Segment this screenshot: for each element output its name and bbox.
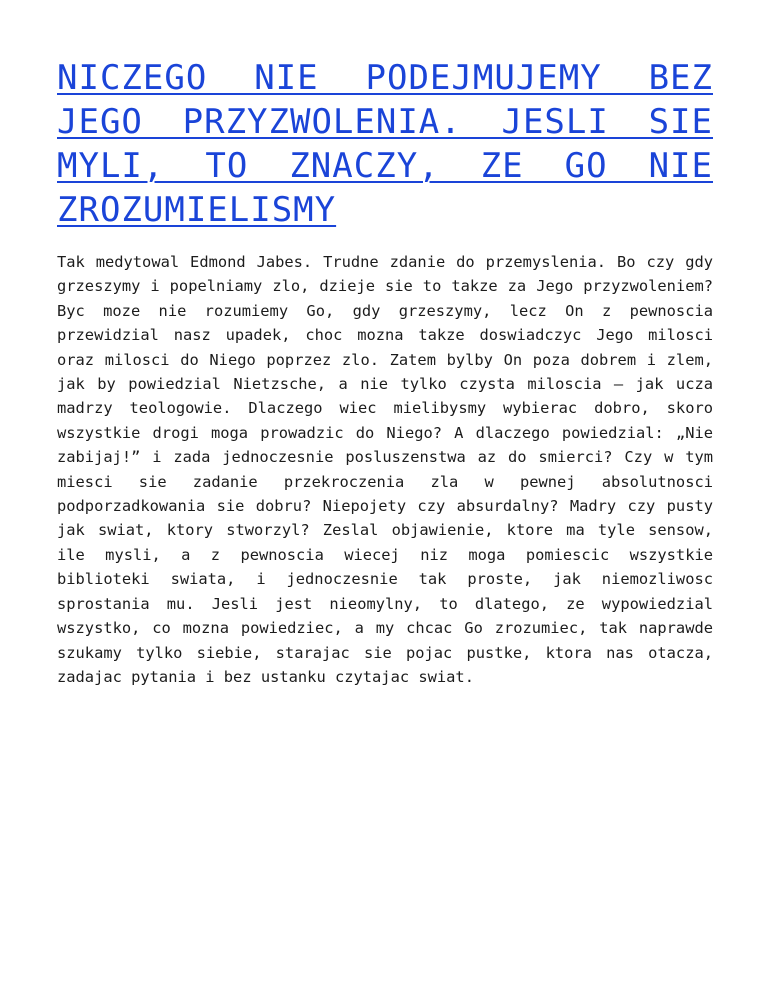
article-title [57,56,713,232]
article-body: Tak medytowal Edmond Jabes. Trudne zdanie do przemyslenia. Bo czy gdy grzeszymy i popelniamy zlo, dzieje sie to takze za Jego przyzwoleniem? Byc moze nie rozumiemy Go, gdy grzeszymy, lecz On z pewnoscia przewidzial nasz upadek, choc mozna takze doswiadczyc Jego milosci oraz milosci do Niego poprzez zlo. Zatem bylby On poza dobrem i zlem, jak by powiedzial Nietzsche, a nie tylko czysta miloscia – jak ucza madrzy teologowie. Dlaczego wiec mielibysmy wybierac dobro, skoro wszystkie drogi moga prowadzic do Niego? A dlaczego powiedzial: „Nie zabijaj!” i zada jednoczesnie posluszenstwa az do smierci? Czy w tym miesci sie zadanie przekroczenia zla w pewnej absolutnosci podporzadkowania sie dobru? Niepojety czy absurdalny? Madry czy pusty jak swiat, ktory stworzyl? Zeslal objawienie, ktore ma tyle sensow, ile mysli, a z pewnoscia wiecej niz moga pomiescic wszystkie biblioteki swiata, i jednoczesnie tak proste, jak niemozliwosc sprostania mu. Jesli jest nieomylny, to dlatego, ze wypowiedzial wszystko, co mozna powiedziec, a my chcac Go zrozumiec, tak naprawde szukamy tylko siebie, starajac sie pojac pustke, ktora nas otacza, zadajac pytania i bez ustanku czytajac swiat. [57,253,713,686]
article [57,56,713,689]
article-title-link[interactable]: NICZEGO NIE PODEJMUJEMY BEZ JEGO PRZYZWOLENIA. JESLI SIE MYLI, TO ZNACZY, ZE GO NIE ZROZUMIELISMY [57,58,713,230]
